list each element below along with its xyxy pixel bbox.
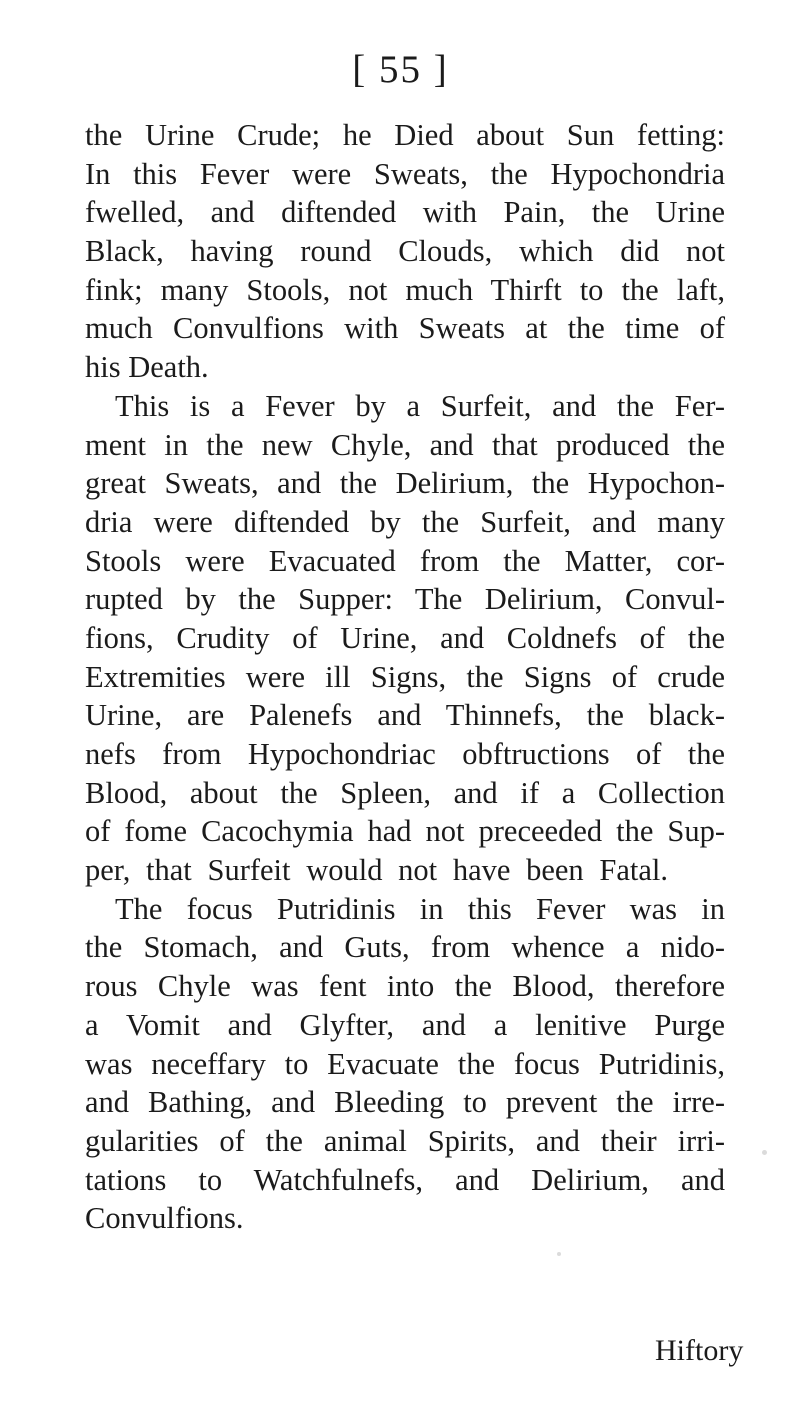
text-line: This is a Fever by a Surfeit, and the Fer-	[115, 388, 725, 423]
body-text	[85, 116, 725, 1238]
text-line: Stools were Evacuated from the Matter, cor-	[85, 543, 725, 578]
text-line: Black, having round Clouds, which did not	[85, 234, 725, 269]
text-line: Convulfions.	[85, 1201, 244, 1236]
text-line: fions, Crudity of Urine, and Coldnefs of the	[85, 620, 725, 655]
text-line: Urine, are Palenefs and Thinnefs, the black-	[85, 698, 725, 733]
text-line: rous Chyle was fent into the Blood, therefore	[85, 969, 725, 1004]
text-line: nefs from Hypochondriac obftructions of the	[85, 737, 725, 771]
text-line: The focus Putridinis in this Fever was in	[115, 891, 725, 926]
text-line: tations to Watchfulnefs, and Delirium, and	[85, 1162, 725, 1197]
text-line: per, that Surfeit would not have been Fatal.	[85, 853, 668, 888]
text-line: of fome Cacochymia had not preceeded the Sup-	[85, 814, 725, 849]
text-line: a Vomit and Glyfter, and a lenitive Purge	[85, 1007, 725, 1042]
text-line: Blood, about the Spleen, and if a Collection	[85, 775, 725, 810]
text-line: rupted by the Supper: The Delirium, Convul-	[85, 582, 725, 617]
catchword: Hiftory	[655, 1334, 744, 1367]
text-line: great Sweats, and the Delirium, the Hypochon-	[85, 466, 725, 501]
text-line: his Death.	[85, 350, 209, 385]
text-line: Extremities were ill Signs, the Signs of crude	[85, 659, 725, 694]
text-line: the Stomach, and Guts, from whence a nido-	[85, 930, 725, 965]
text-line: gularities of the animal Spirits, and their irri-	[85, 1123, 725, 1158]
text-line: the Urine Crude; he Died about Sun fetting:	[85, 118, 725, 152]
text-line: much Convulfions with Sweats at the time of	[85, 311, 725, 346]
text-line: dria were diftended by the Surfeit, and many	[85, 504, 725, 539]
text-line: ment in the new Chyle, and that produced the	[85, 427, 725, 462]
text-line: and Bathing, and Bleeding to prevent the irre-	[85, 1085, 725, 1120]
paper-speck	[557, 1252, 561, 1256]
text-line: was neceffary to Evacuate the focus Putridinis,	[85, 1046, 725, 1081]
text-line: fwelled, and diftended with Pain, the Urine	[85, 195, 725, 230]
text-line: In this Fever were Sweats, the Hypochondria	[85, 156, 725, 191]
page-number: [ 55 ]	[352, 48, 449, 91]
paper-speck	[762, 1150, 767, 1155]
text-line: fink; many Stools, not much Thirft to the laft,	[85, 272, 725, 307]
